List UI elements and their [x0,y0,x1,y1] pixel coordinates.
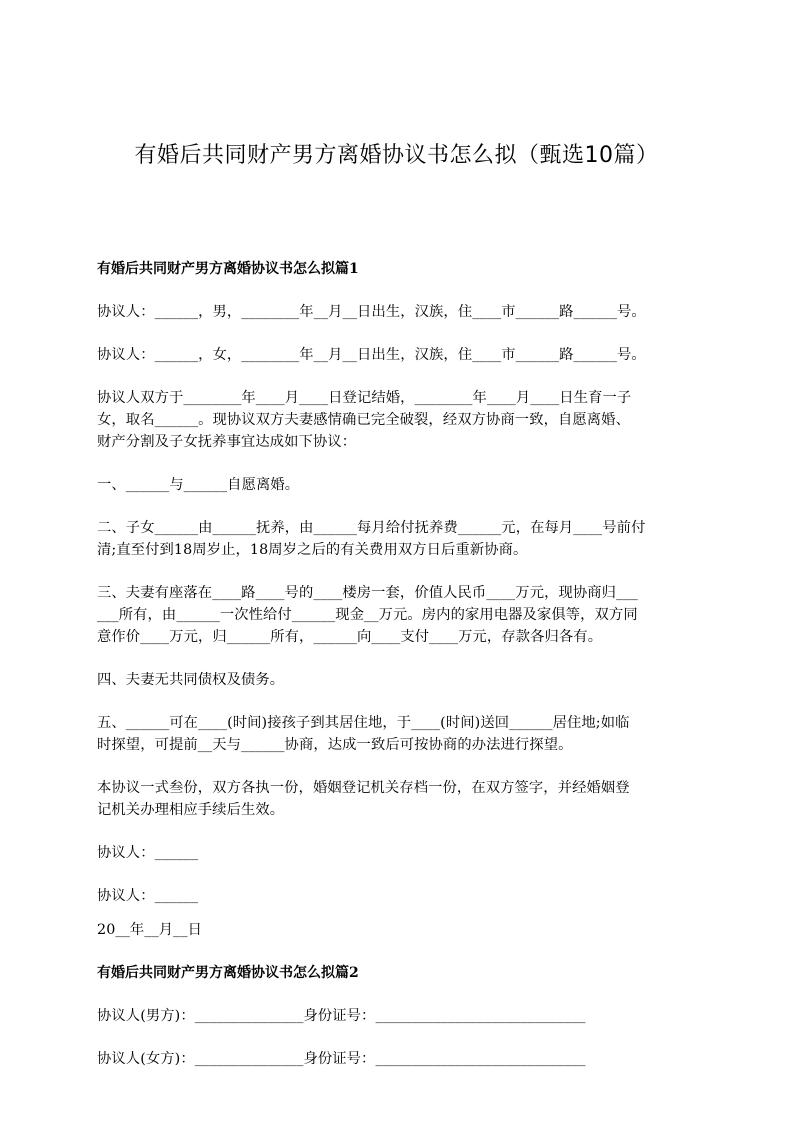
clause-2-line-1: 二、子女______由______抚养，由______每月给付抚养费______元，在每月____号前付 [97,520,646,536]
effectiveness-line-2: 记机关办理相应手续后生效。 [97,802,285,818]
party-1-line: 协议人：______，男，________年__月__日出生，汉族，住____市______路______号。 [97,304,646,320]
clause-5-line-1: 五、______可在____(时间)接孩子到其居住地，于____(时间)送回______居住地;如临 [97,715,630,731]
clause-3-line-1: 三、夫妻有座落在____路____号的____楼房一套，价值人民币____万元，现协商归___ [97,585,638,601]
signature-line-1: 协议人：______ [97,845,199,861]
female-party-line: 协议人(女方)：_______________身份证号：_____________________________ [97,1051,586,1067]
effectiveness-line-1: 本协议一式叁份，双方各执一份，婚姻登记机关存档一份，在双方签字，并经婚姻登 [97,780,630,796]
male-party-line: 协议人(男方)：_______________身份证号：_____________________________ [97,1008,586,1024]
document-body [97,258,709,1070]
marriage-info-line-3: 财产分割及子女抚养事宜达成如下协议： [97,434,357,450]
clause-5-line-2: 时探望，可提前__天与______协商，达成一致后可按协商的办法进行探望。 [97,737,573,753]
document-title: 有婚后共同财产男方离婚协议书怎么拟（甄选10篇） [134,143,659,168]
clause-4: 四、夫妻无共同债权及债务。 [97,672,285,688]
clause-1: 一、______与______自愿离婚。 [97,477,300,493]
marriage-info-line-2: 女，取名______。现协议双方夫妻感情确已完全破裂，经双方协商一致，自愿离婚、 [97,412,630,428]
clause-2-line-2: 清;直至付到18周岁止，18周岁之后的有关费用双方日后重新协商。 [97,542,528,558]
section-2-heading: 有婚后共同财产男方离婚协议书怎么拟篇2 [97,965,359,981]
party-2-line: 协议人：______，女，________年__月__日出生，汉族，住____市______路______号。 [97,347,646,363]
marriage-info-line-1: 协议人双方于________年____月____日登记结婚，________年____月____日生育一子 [97,390,632,406]
signature-line-2: 协议人：______ [97,888,199,904]
date-line: 20__年__月__日 [97,922,203,938]
clause-3-line-3: 意作价____万元，归______所有，______向____支付____万元，存款各归各有。 [97,629,603,645]
section-1-heading: 有婚后共同财产男方离婚协议书怎么拟篇1 [97,261,359,277]
clause-3-line-2: ___所有，由______一次性给付______现金__万元。房内的家用电器及家俱等，双方同 [97,607,638,623]
